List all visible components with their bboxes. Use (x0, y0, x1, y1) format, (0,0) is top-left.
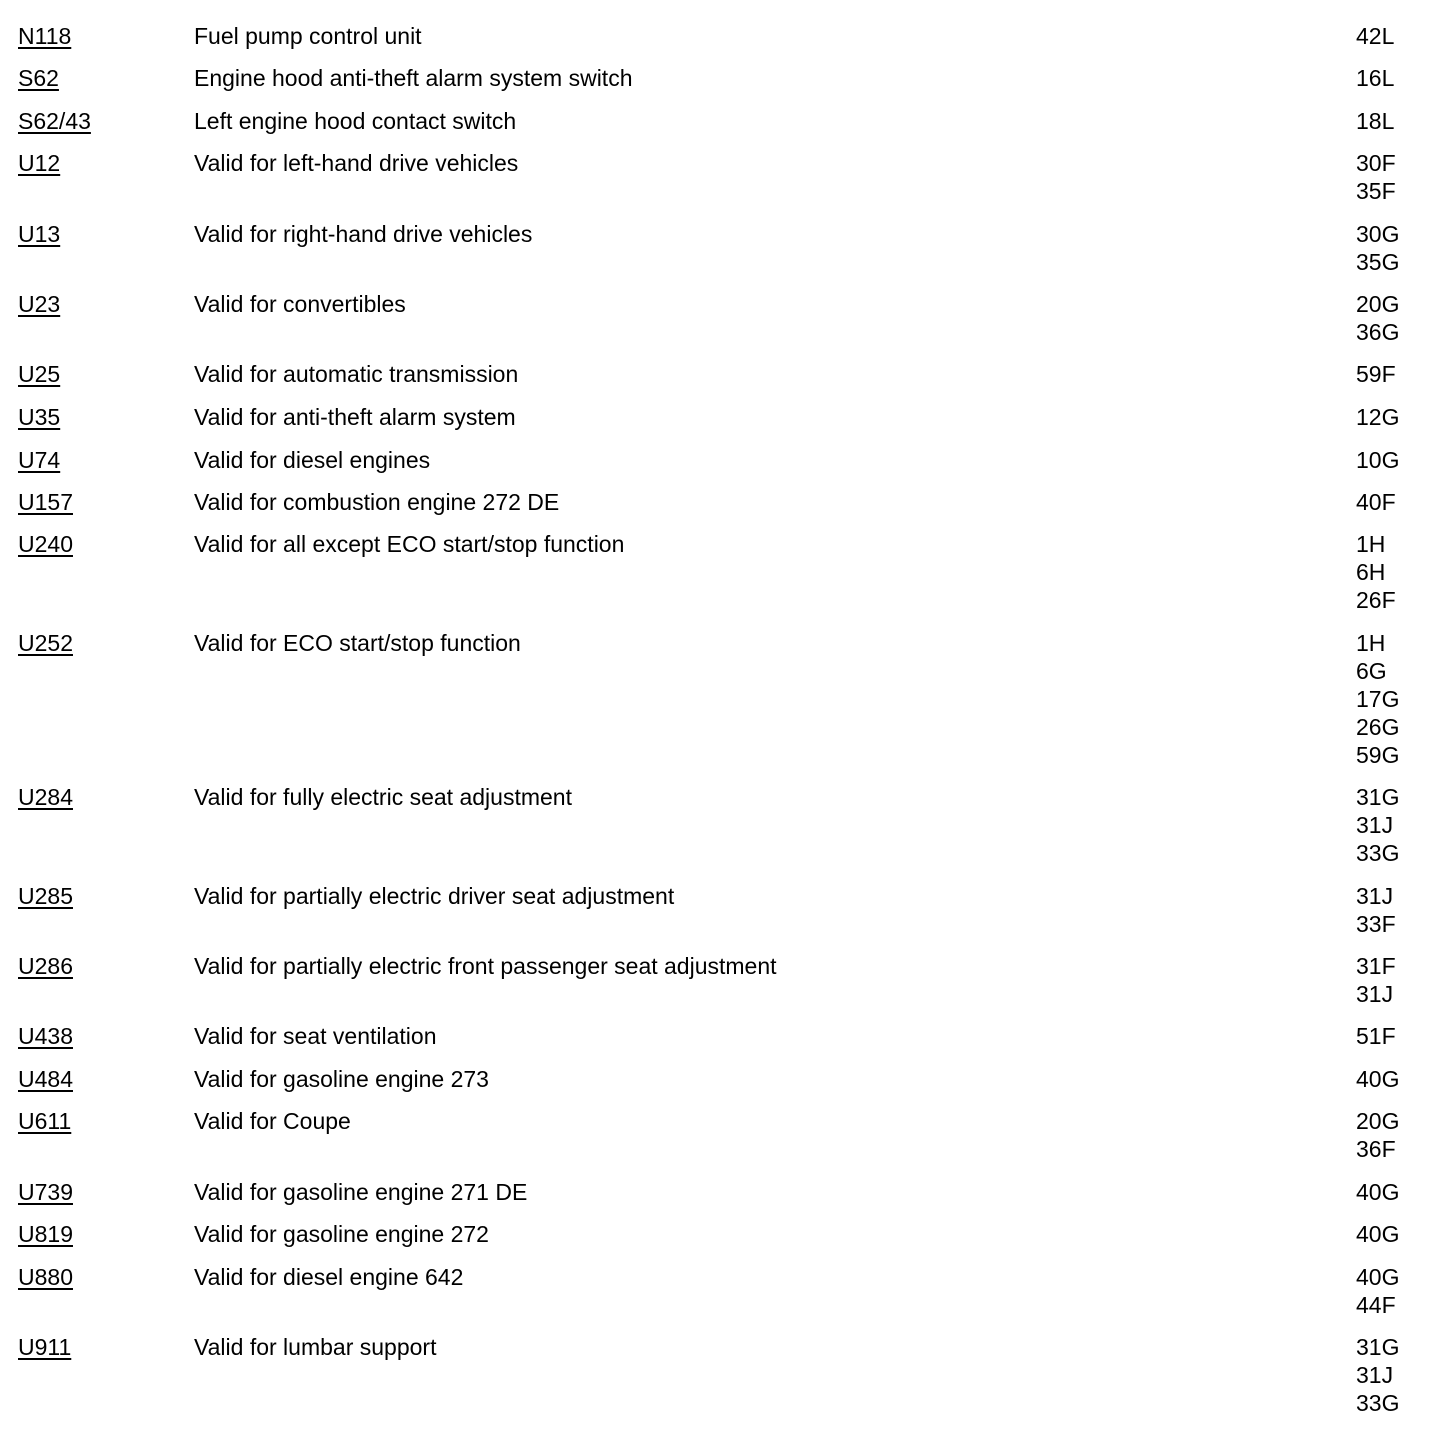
component-code-link[interactable]: U484 (18, 1066, 73, 1092)
component-code-link[interactable]: U286 (18, 953, 73, 979)
grid-reference: 1H (1356, 531, 1386, 557)
grid-references (1356, 1178, 1399, 1206)
component-description: Valid for partially electric driver seat adjustment (194, 883, 675, 909)
grid-reference: 44F (1356, 1292, 1396, 1318)
grid-references (1356, 629, 1399, 769)
grid-reference: 40G (1356, 1179, 1400, 1205)
component-description: Valid for left-hand drive vehicles (194, 150, 519, 176)
grid-reference: 51F (1356, 1023, 1396, 1049)
grid-reference: 40F (1356, 489, 1396, 515)
grid-references (1356, 220, 1399, 276)
grid-reference: 6G (1356, 658, 1387, 684)
grid-reference: 59G (1356, 742, 1400, 768)
grid-reference: 12G (1356, 404, 1400, 430)
component-description: Fuel pump control unit (194, 23, 422, 49)
component-code-link[interactable]: U157 (18, 489, 73, 515)
grid-reference: 31G (1356, 1334, 1400, 1360)
grid-references (1356, 403, 1399, 431)
grid-references (1356, 446, 1399, 474)
component-description: Valid for gasoline engine 273 (194, 1066, 489, 1092)
grid-reference: 59F (1356, 361, 1396, 387)
grid-reference: 33F (1356, 911, 1396, 937)
component-description: Valid for partially electric front passenger seat adjustment (194, 953, 777, 979)
component-code-link[interactable]: U35 (18, 404, 61, 430)
component-description: Valid for fully electric seat adjustment (194, 784, 572, 810)
component-code-link[interactable]: U25 (18, 361, 61, 387)
grid-references (1356, 952, 1396, 1008)
grid-reference: 42L (1356, 23, 1395, 49)
grid-references (1356, 530, 1396, 614)
grid-references (1356, 149, 1396, 205)
grid-reference: 20G (1356, 291, 1400, 317)
component-description: Valid for convertibles (194, 291, 406, 317)
grid-reference: 10G (1356, 447, 1400, 473)
grid-reference: 16L (1356, 65, 1395, 91)
grid-references (1356, 1263, 1399, 1319)
component-description: Valid for automatic transmission (194, 361, 519, 387)
grid-reference: 17G (1356, 686, 1400, 712)
component-description: Valid for ECO start/stop function (194, 630, 521, 656)
grid-references (1356, 882, 1396, 938)
component-code-link[interactable]: N118 (18, 23, 72, 49)
grid-reference: 35G (1356, 249, 1400, 275)
component-code-link[interactable]: U12 (18, 150, 61, 176)
component-code-link[interactable]: U611 (18, 1108, 72, 1134)
component-description: Valid for diesel engines (194, 447, 431, 473)
grid-references (1356, 64, 1394, 92)
component-code-link[interactable]: S62 (18, 65, 59, 91)
component-description: Valid for right-hand drive vehicles (194, 221, 533, 247)
component-description: Valid for lumbar support (194, 1334, 437, 1360)
grid-references (1356, 783, 1399, 867)
grid-references (1356, 1065, 1399, 1093)
grid-references (1356, 1333, 1399, 1417)
component-code-link[interactable]: U880 (18, 1264, 73, 1290)
grid-references (1356, 1220, 1399, 1248)
grid-reference: 31J (1356, 1362, 1394, 1388)
grid-reference: 35F (1356, 178, 1396, 204)
grid-reference: 33G (1356, 840, 1400, 866)
grid-reference: 6H (1356, 559, 1386, 585)
component-description: Valid for all except ECO start/stop function (194, 531, 625, 557)
grid-reference: 20G (1356, 1108, 1400, 1134)
component-code-link[interactable]: U911 (18, 1334, 72, 1360)
grid-references (1356, 22, 1394, 50)
component-code-link[interactable]: U252 (18, 630, 73, 656)
grid-references (1356, 488, 1396, 516)
grid-reference: 33G (1356, 1390, 1400, 1416)
component-code-link[interactable]: U438 (18, 1023, 73, 1049)
grid-reference: 26F (1356, 587, 1396, 613)
grid-reference: 36F (1356, 1136, 1396, 1162)
grid-reference: 40G (1356, 1066, 1400, 1092)
component-description: Valid for gasoline engine 272 (194, 1221, 489, 1247)
component-code-link[interactable]: U284 (18, 784, 73, 810)
component-description: Valid for anti-theft alarm system (194, 404, 516, 430)
component-description: Valid for diesel engine 642 (194, 1264, 464, 1290)
grid-references (1356, 1107, 1399, 1163)
grid-reference: 18L (1356, 108, 1395, 134)
grid-references (1356, 290, 1399, 346)
component-description: Valid for gasoline engine 271 DE (194, 1179, 528, 1205)
component-code-link[interactable]: U23 (18, 291, 61, 317)
grid-reference: 40G (1356, 1221, 1400, 1247)
grid-reference: 31F (1356, 953, 1396, 979)
component-code-link[interactable]: S62/43 (18, 108, 91, 134)
grid-reference: 31J (1356, 883, 1394, 909)
grid-reference: 30G (1356, 221, 1400, 247)
component-code-link[interactable]: U74 (18, 447, 61, 473)
grid-reference: 31J (1356, 981, 1394, 1007)
grid-reference: 36G (1356, 319, 1400, 345)
component-description: Valid for seat ventilation (194, 1023, 437, 1049)
grid-reference: 40G (1356, 1264, 1400, 1290)
component-description: Valid for Coupe (194, 1108, 351, 1134)
grid-references (1356, 360, 1396, 388)
component-description: Valid for combustion engine 272 DE (194, 489, 560, 515)
grid-reference: 31G (1356, 784, 1400, 810)
grid-references (1356, 1022, 1396, 1050)
grid-reference: 26G (1356, 714, 1400, 740)
grid-reference: 1H (1356, 630, 1386, 656)
component-description: Left engine hood contact switch (194, 108, 517, 134)
component-description: Engine hood anti-theft alarm system switch (194, 65, 633, 91)
grid-references (1356, 107, 1394, 135)
component-code-link[interactable]: U819 (18, 1221, 73, 1247)
component-code-link[interactable]: U240 (18, 531, 73, 557)
component-code-link[interactable]: U13 (18, 221, 61, 247)
component-code-link[interactable]: U285 (18, 883, 73, 909)
grid-reference: 31J (1356, 812, 1394, 838)
grid-reference: 30F (1356, 150, 1396, 176)
component-code-link[interactable]: U739 (18, 1179, 73, 1205)
